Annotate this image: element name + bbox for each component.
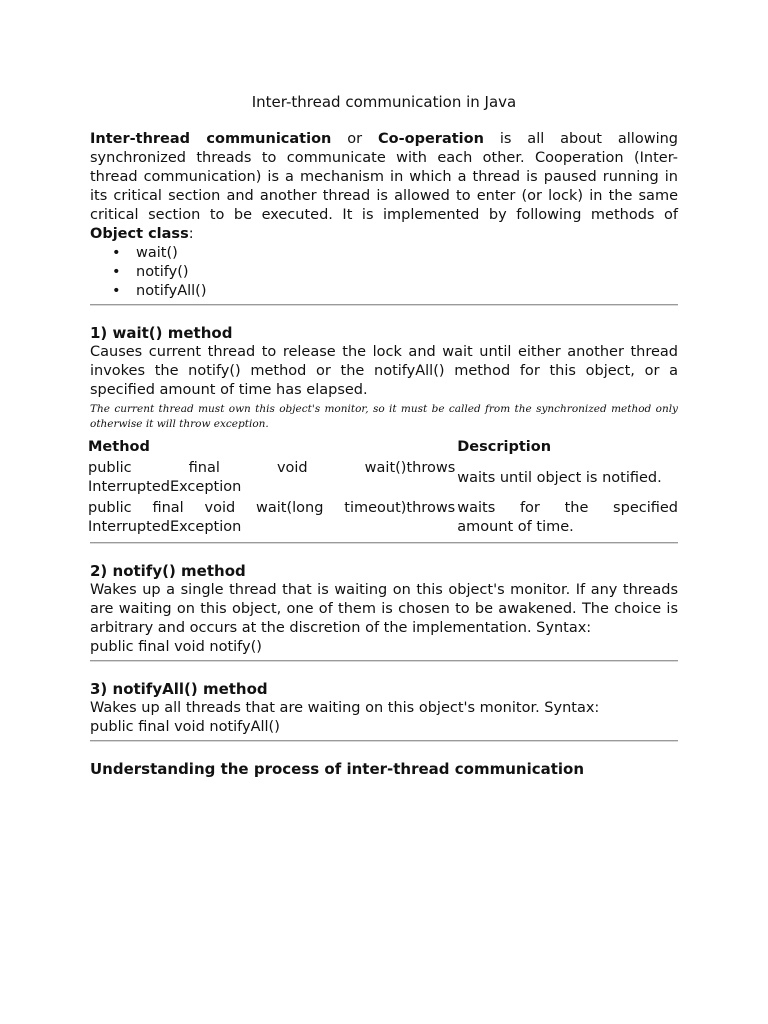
- section-divider: [90, 660, 678, 662]
- wait-section: [90, 323, 678, 544]
- notifyall-body: Wakes up all threads that are waiting on this object's monitor. Syntax:: [90, 700, 600, 716]
- method-line: public final void wait(long timeout)throws: [88, 500, 456, 516]
- term-inter-thread: Inter-thread communication: [90, 131, 332, 147]
- understanding-heading: Understanding the process of inter-thread communication: [90, 760, 585, 778]
- list-item: • wait(): [110, 244, 678, 263]
- intro-paragraph: [90, 130, 678, 244]
- intro-or: or: [331, 131, 378, 147]
- notifyall-heading: 3) notifyAll() method: [90, 680, 268, 698]
- wait-body: Causes current thread to release the lock and wait until either another thread invokes the notify() method or the notifyAll() method for this object, or a specified amount of time has elapsed.: [90, 344, 678, 398]
- description-line: amount of time.: [457, 519, 574, 535]
- notify-section: [90, 561, 678, 662]
- section-divider: [90, 304, 678, 306]
- document-content: [90, 92, 678, 779]
- column-header-method: Method: [88, 439, 150, 455]
- method-line: public final void wait()throws: [88, 460, 456, 476]
- list-item: • notifyAll(): [110, 282, 678, 301]
- notify-body: Wakes up a single thread that is waiting on this object's monitor. If any threads are waiting on this object, one of them is chosen to be awakened. The choice is arbitrary and occurs at the discretion of the implementation. Syntax:: [90, 582, 678, 636]
- term-co-operation: Co-operation: [378, 131, 484, 147]
- notifyall-syntax: public final void notifyAll(): [90, 719, 280, 735]
- method-cell: [88, 459, 457, 499]
- method-line: InterruptedException: [88, 479, 242, 495]
- wait-methods-table: [88, 432, 678, 539]
- column-header-description: Description: [457, 439, 552, 455]
- intro-text: is all about allowing synchronized threads to communicate with each other. Cooperation (Inter-thread communication) is a mechanism in which a thread is paused running in its critical section and another thread is allowed to enter (or lock) in the same critical section to be executed. It is implemented by following methods of: [90, 131, 678, 223]
- section-divider: [90, 740, 678, 742]
- notify-heading: 2) notify() method: [90, 562, 246, 580]
- intro-colon: :: [188, 226, 194, 242]
- methods-list: [90, 244, 678, 301]
- table-header-row: [88, 432, 678, 459]
- wait-note: The current thread must own this object's monitor, so it must be called from the synchronized method only otherwise it will throw exception.: [90, 403, 678, 430]
- notifyall-section: [90, 679, 678, 742]
- list-item: • notify(): [110, 263, 678, 282]
- page-title: Inter-thread communication in Java: [251, 93, 517, 111]
- method-line: InterruptedException: [88, 519, 242, 535]
- description-cell: [457, 499, 678, 539]
- description-line: waits for the specified: [457, 500, 678, 516]
- section-divider: [90, 542, 678, 544]
- table-row: [88, 459, 678, 499]
- term-object-class: Object class: [90, 226, 189, 242]
- table-row: [88, 499, 678, 539]
- wait-heading: 1) wait() method: [90, 324, 233, 342]
- method-cell: [88, 499, 457, 539]
- description-cell: waits until object is notified.: [457, 469, 662, 486]
- notify-syntax: public final void notify(): [90, 639, 262, 655]
